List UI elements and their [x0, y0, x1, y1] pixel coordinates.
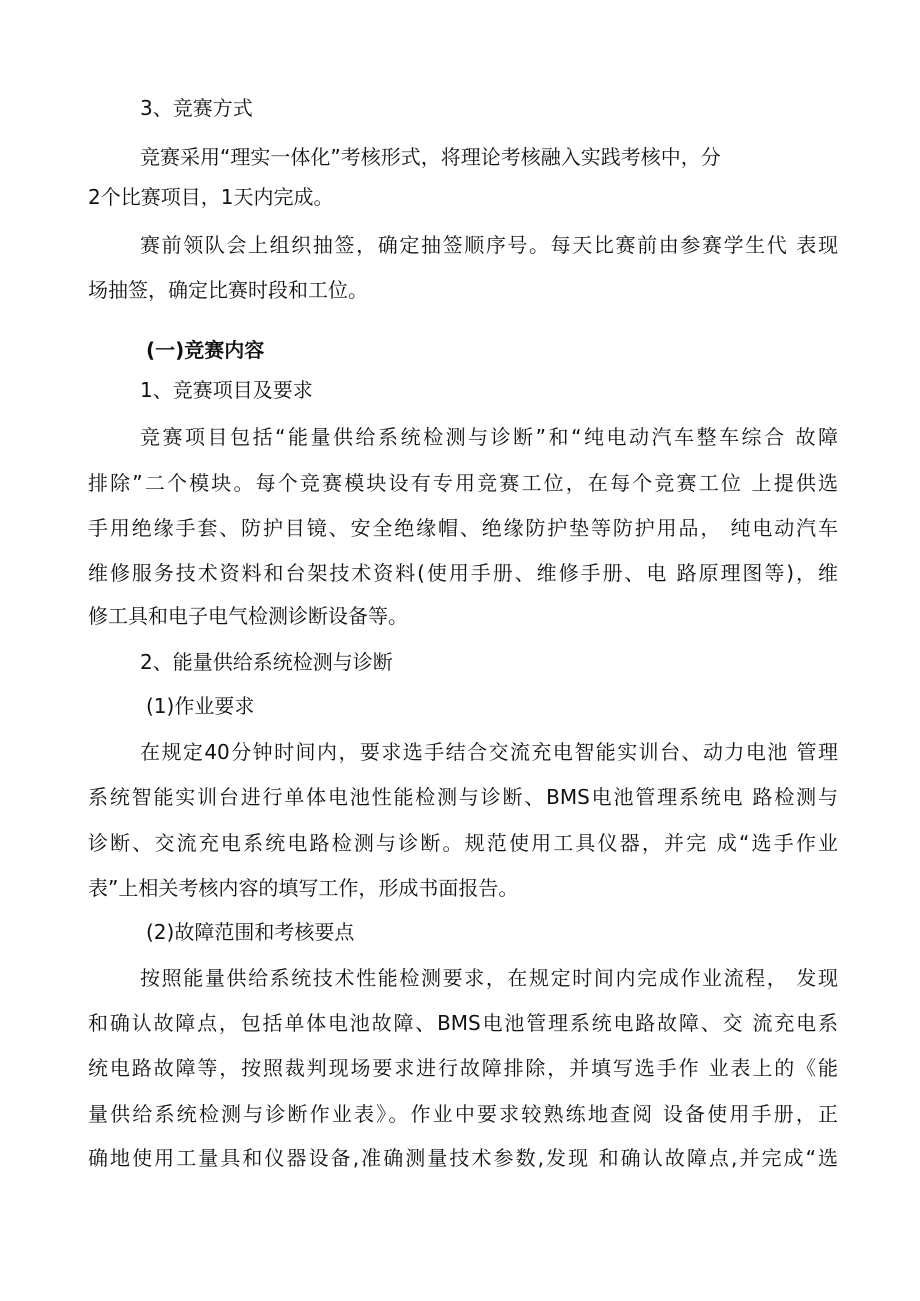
subsection-heading: (1)作业要求 [146, 694, 255, 718]
section-heading: 1、竞赛项目及要求 [140, 378, 313, 402]
paragraph-line: 在规定40分钟时间内，要求选手结合交流充电智能实训台、动力电池 管理 [140, 740, 838, 764]
paragraph-line: 场抽签，确定比赛时段和工位。 [88, 278, 368, 302]
paragraph-line: 竞赛采用“理实一体化”考核形式，将理论考核融入实践考核中，分 [140, 145, 721, 169]
paragraph-line: 系统智能实训台进行单体电池性能检测与诊断、BMS电池管理系统电 路检测与 [88, 785, 838, 809]
paragraph-line: 修工具和电子电气检测诊断设备等。 [88, 604, 408, 628]
section-heading: 2、能量供给系统检测与诊断 [140, 650, 393, 674]
paragraph-line: 统电路故障等，按照裁判现场要求进行故障排除，并填写选手作 业表上的《能 [88, 1056, 838, 1080]
paragraph-line: 量供给系统检测与诊断作业表》。作业中要求较熟练地查阅 设备使用手册，正 [88, 1102, 838, 1126]
paragraph-line: 竞赛项目包括“能量供给系统检测与诊断”和“纯电动汽车整车综合 故障 [140, 425, 838, 449]
paragraph-line: 和确认故障点，包括单体电池故障、BMS电池管理系统电路故障、交 流充电系 [88, 1011, 838, 1035]
subsection-heading: (2)故障范围和考核要点 [146, 920, 355, 944]
section-heading: 3、竞赛方式 [140, 96, 253, 120]
paragraph-line: 确地使用工量具和仪器设备,准确测量技术参数,发现 和确认故障点,并完成“选 [88, 1146, 838, 1170]
paragraph-line: 排除”二个模块。每个竞赛模块设有专用竞赛工位，在每个竞赛工位 上提供选 [88, 471, 838, 495]
paragraph-line: 手用绝缘手套、防护目镜、安全绝缘帽、绝缘防护垫等防护用品， 纯电动汽车 [88, 516, 838, 540]
paragraph-line: 按照能量供给系统技术性能检测要求，在规定时间内完成作业流程， 发现 [140, 966, 838, 990]
paragraph-line: 2个比赛项目，1天内完成。 [88, 185, 334, 209]
chapter-heading: (一)竞赛内容 [146, 338, 265, 362]
paragraph-line: 赛前领队会上组织抽签，确定抽签顺序号。每天比赛前由参赛学生代 表现 [140, 233, 838, 257]
paragraph-line: 表”上相关考核内容的填写工作，形成书面报告。 [88, 876, 519, 900]
paragraph-line: 维修服务技术资料和台架技术资料(使用手册、维修手册、电 路原理图等)，维 [88, 561, 838, 585]
paragraph-line: 诊断、交流充电系统电路检测与诊断。规范使用工具仪器，并完 成“选手作业 [88, 831, 838, 855]
